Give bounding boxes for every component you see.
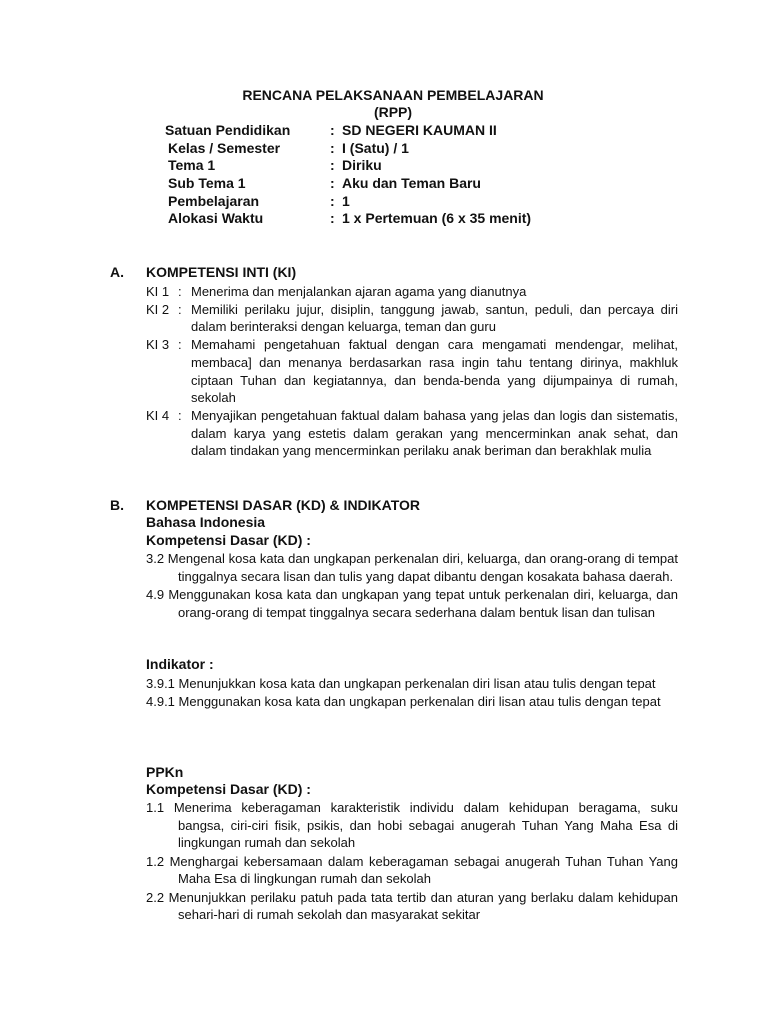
document-subtitle: (RPP) xyxy=(373,104,413,120)
identity-row: Kelas / Semester : I (Satu) / 1 xyxy=(165,140,585,158)
identity-label: Tema 1 xyxy=(168,157,216,174)
identity-value: Aku dan Teman Baru xyxy=(342,175,481,192)
identity-row: Alokasi Waktu : 1 x Pertemuan (6 x 35 menit) xyxy=(165,210,585,228)
kd-item: 3.2 Mengenal kosa kata dan ungkapan perkenalan diri, keluarga, dan orang-orang di tempat tinggalnya secara lisan dan tulis yang dapat dibantu dengan kosakata bahasa daerah. xyxy=(146,551,678,584)
kd-item: 2.2 Menunjukkan perilaku patuh pada tata tertib dan aturan yang berlaku dalam kehidupan sehari-hari di rumah sekolah dan masyarakat sekitar xyxy=(146,889,678,923)
section-b-letter: B. xyxy=(110,497,124,513)
identity-value: 1 xyxy=(342,192,350,209)
ki-text: Menerima dan menjalankan ajaran agama yang dianutnya xyxy=(191,284,527,299)
kd-label: Kompetensi Dasar (KD) : xyxy=(146,781,311,797)
identity-label: Kelas / Semester xyxy=(168,139,281,156)
section-a-letter: A. xyxy=(110,264,124,280)
kd-label: Kompetensi Dasar (KD) : xyxy=(146,532,311,548)
kd-list-ppkn xyxy=(146,799,678,924)
kd-item: 4.9 Menggunakan kosa kata dan ungkapan yang tepat untuk perkenalan diri, keluarga, dan orang-orang di tempat tinggalnya secara sederhana dalam bentuk lisan dan tulisan xyxy=(146,586,678,620)
identity-value: 1 x Pertemuan (6 x 35 menit) xyxy=(342,210,532,227)
identity-row: Sub Tema 1 : Aku dan Teman Baru xyxy=(165,175,585,193)
document-title: RENCANA PELAKSANAAN PEMBELAJARAN xyxy=(242,87,544,103)
ki-text: Memiliki perilaku jujur, disiplin, tanggung jawab, santun, peduli, dan percaya diri dalam berinteraksi dengan keluarga, teman dan guru xyxy=(191,301,678,335)
identity-label: Satuan Pendidikan xyxy=(165,122,291,138)
kd-item: 1.1 Menerima keberagaman karakteristik individu dalam kehidupan beragama, suku bangsa, ciri-ciri fisik, psikis, dan hobi sebagai anugerah Tuhan Yang Maha Esa di lingkungan rumah dan sekolah xyxy=(146,800,678,851)
ki-code: KI 1 xyxy=(146,284,170,299)
identity-table xyxy=(165,122,585,228)
kd-item: 1.2 Menghargai kebersamaan dalam keberagaman sebagai anugerah Tuhan Tuhan Yang Maha Esa di lingkungan rumah dan sekolah xyxy=(146,853,678,887)
ki-item: KI 1 : Menerima dan menjalankan ajaran agama yang dianutnya xyxy=(146,283,678,301)
identity-row: Tema 1 : Diriku xyxy=(165,157,585,175)
ki-item: KI 4 : Menyajikan pengetahuan faktual dalam bahasa yang jelas dan logis dan sistematis, dalam karya yang estetis dalam gerakan yang mencerminkan anak sehat, dan dalam tindakan yang mencerminkan perilaku anak beriman dan berakhlak mulia xyxy=(146,407,678,459)
ki-code: KI 4 xyxy=(146,407,170,423)
ki-item: KI 2 : Memiliki perilaku jujur, disiplin, tanggung jawab, santun, peduli, dan percaya diri dalam berinteraksi dengan keluarga, teman dan guru xyxy=(146,301,678,335)
identity-value: I (Satu) / 1 xyxy=(342,139,409,156)
identity-value: Diriku xyxy=(342,157,382,174)
identity-label: Alokasi Waktu xyxy=(168,210,264,227)
ki-text: Menyajikan pengetahuan faktual dalam bahasa yang jelas dan logis dan sistematis, dalam karya yang estetis dalam gerakan yang mencerminkan anak sehat, dan dalam tindakan yang mencerminkan perilaku anak beriman dan berakhlak mulia xyxy=(191,407,678,459)
section-b-title: KOMPETENSI DASAR (KD) & INDIKATOR xyxy=(146,497,421,513)
indikator-item: 4.9.1 Menggunakan kosa kata dan ungkapan perkenalan diri lisan atau tulis dengan tepat xyxy=(146,694,661,710)
identity-value: SD NEGERI KAUMAN II xyxy=(342,122,497,138)
indikator-item: 3.9.1 Menunjukkan kosa kata dan ungkapan perkenalan diri lisan atau tulis dengan tepat xyxy=(146,676,656,691)
kd-list-bahasa xyxy=(146,550,678,621)
subject-bahasa-indonesia: Bahasa Indonesia xyxy=(146,514,266,530)
ki-code: KI 2 xyxy=(146,301,170,317)
ki-item: KI 3 : Memahami pengetahuan faktual dengan cara mengamati mendengar, melihat, membaca] dan menanya berdasarkan rasa ingin tahu tentang dirinya, makhluk ciptaan Tuhan dan kegiatannya, dan benda-benda yang dijumpainya di rumah, sekolah xyxy=(146,337,678,406)
ki-list xyxy=(146,283,678,460)
indikator-list xyxy=(146,675,678,711)
ki-text: Memahami pengetahuan faktual dengan cara mengamati mendengar, melihat, membaca] dan menanya berdasarkan rasa ingin tahu tentang dirinya, makhluk ciptaan Tuhan dan kegiatannya, dan benda-benda yang dijumpainya di rumah, sekolah xyxy=(191,337,678,406)
ki-code: KI 3 xyxy=(146,337,170,353)
identity-row: Satuan Pendidikan : SD NEGERI KAUMAN II xyxy=(165,122,497,138)
indikator-label: Indikator : xyxy=(146,656,214,672)
section-a-title: KOMPETENSI INTI (KI) xyxy=(146,264,297,280)
identity-label: Pembelajaran xyxy=(168,192,260,209)
identity-label: Sub Tema 1 xyxy=(168,175,246,192)
identity-row: Pembelajaran : 1 xyxy=(165,193,585,211)
subject-ppkn: PPKn xyxy=(146,764,184,780)
